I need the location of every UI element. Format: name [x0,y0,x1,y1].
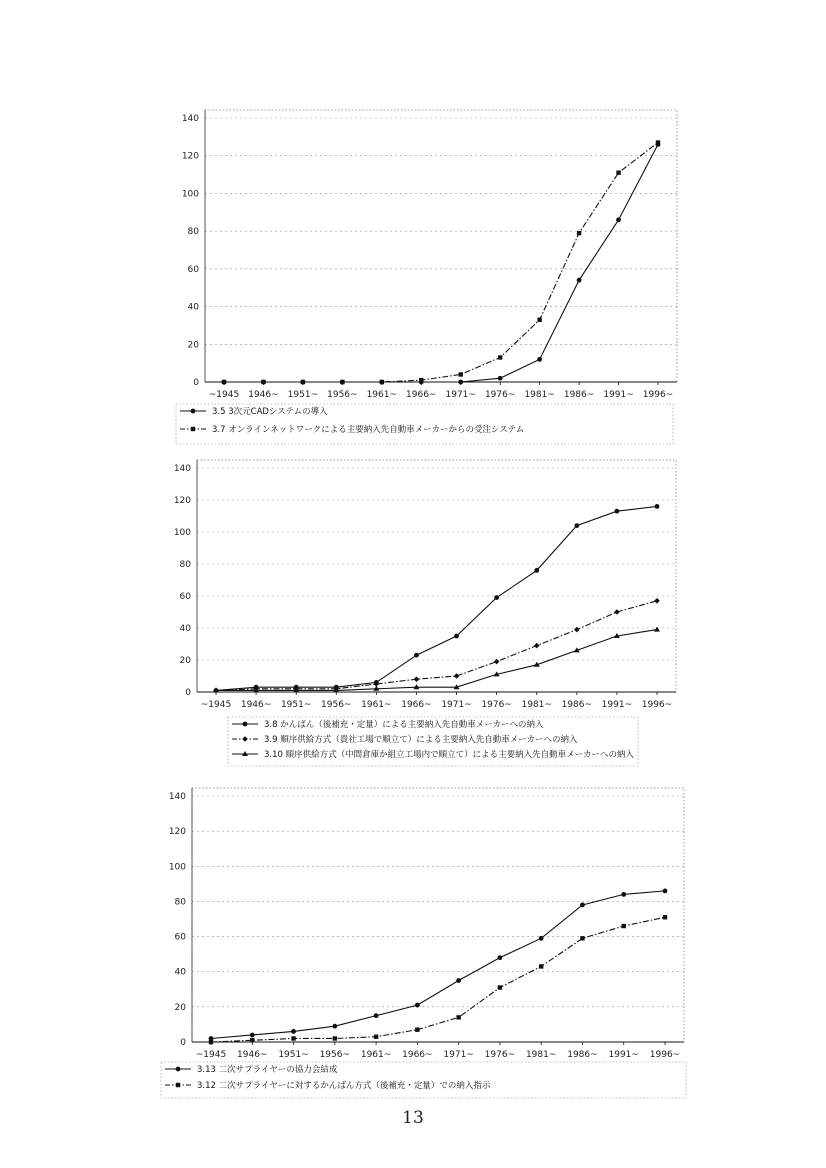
chart-2-ytick-120: 120 [173,496,191,506]
chart-1-series-2-point-4 [380,380,384,384]
chart-2-legend-entry-2 [232,734,578,745]
chart-3-xtick-8: 1981~ [525,1050,557,1060]
chart-1-ytick-20: 20 [187,340,199,351]
chart-3-series-2-point-8 [539,964,543,968]
chart-3-series-1-line [211,891,665,1039]
chart-3-series-1-point-5 [415,1003,420,1008]
chart-1-xtick-3: 1956~ [327,390,358,400]
chart-3-series-2-point-3 [333,1036,337,1040]
chart-2-series-3 [213,627,660,693]
chart-2-xtick-0: ~1945 [200,700,232,710]
chart-3-series-2-point-1 [250,1038,254,1042]
chart-3-legend-entry-2 [165,1080,491,1091]
chart-1-ytick-140: 140 [181,114,199,124]
chart-2-legend-label-3: 3.10 順序供給方式（中間倉庫か組立工場内で順立て）による主要納入先自動車メーカーへの納入 [264,750,634,760]
chart-2-series-1-point-11 [655,504,660,509]
chart-3-series-2-point-11 [663,915,667,919]
chart-1-series-2-point-11 [656,140,660,144]
chart-2-frame [197,460,676,692]
chart-3-series-1-point-10 [621,892,626,897]
chart-3-legend-1-point-legend [176,1067,181,1072]
chart-2-series-1-point-10 [615,509,620,514]
chart-2 [0,440,826,770]
chart-1-xtick-1: 1946~ [248,390,279,400]
chart-3-xtick-1: 1946~ [237,1050,268,1060]
chart-1-xtick-9: 1986~ [563,390,595,400]
chart-3-series-1-point-8 [539,936,544,941]
chart-3-xtick-3: 1956~ [319,1050,351,1060]
chart-1-series-2-point-3 [340,380,344,384]
chart-2-xtick-1: 1946~ [240,700,272,710]
chart-2-series-2-point-8 [534,643,540,649]
chart-1-xtick-11: 1996~ [642,390,674,400]
chart-2-xtick-10: 1991~ [601,700,633,710]
chart-2-ytick-140: 140 [173,464,191,474]
chart-3-ytick-60: 60 [174,932,186,943]
chart-3-ytick-100: 100 [168,862,186,873]
chart-2-series-2-point-9 [574,627,580,633]
chart-3-legend-2-point-legend [176,1083,180,1087]
chart-1-series-2-point-1 [261,380,265,384]
chart-2-legend [228,717,638,766]
chart-1 [0,100,826,435]
chart-1-ytick-60: 60 [187,264,199,275]
chart-3-xtick-2: 1951~ [278,1050,309,1060]
chart-3-series-2-point-0 [209,1040,213,1044]
chart-2-series-2-point-11 [654,598,660,604]
chart-3-series-1-point-6 [456,978,461,983]
chart-1-series-2-point-9 [577,231,581,235]
chart-3-series-1-point-4 [374,1013,379,1018]
chart-2-series-2-point-6 [454,673,460,679]
chart-1-series-2-point-7 [498,355,502,359]
chart-3-legend-entry-1 [165,1064,338,1075]
chart-2-series-1-point-8 [534,568,539,573]
chart-1-series-2-point-5 [419,378,423,382]
chart-2-ytick-40: 40 [179,624,191,634]
chart-1-legend-2-point-legend [191,427,195,431]
chart-1-ytick-100: 100 [181,189,199,200]
chart-1-xtick-5: 1966~ [406,390,437,400]
chart-1-legend-entry-2 [180,424,524,435]
page-number: 13 [402,1108,424,1128]
chart-1-xtick-4: 1961~ [366,390,398,400]
chart-2-xtick-8: 1981~ [521,700,552,710]
chart-3-ytick-140: 140 [168,792,186,802]
chart-1-xtick-6: 1971~ [445,390,476,400]
chart-3-series-2-line [211,917,665,1042]
chart-1-legend [176,404,673,444]
chart-1-series-1-point-7 [498,376,503,381]
chart-2-series-1-line [216,506,657,690]
chart-3-series-1 [209,888,668,1040]
chart-3-frame [192,788,684,1042]
chart-3-series-1-point-2 [291,1029,296,1034]
chart-3-series-2 [209,915,667,1044]
chart-2-series-2-point-7 [494,659,500,665]
chart-1-series-2-point-0 [222,380,226,384]
chart-1-xtick-7: 1976~ [484,390,516,400]
chart-1-frame [205,110,677,382]
chart-2-ytick-60: 60 [179,592,191,602]
chart-3-series-1-point-9 [580,903,585,908]
chart-2-ytick-100: 100 [173,528,191,538]
chart-1-series-2-line [224,143,658,382]
chart-3-legend [161,1062,686,1098]
chart-3-ytick-40: 40 [174,967,186,978]
chart-1-legend-label-2: 3.7 オンラインネットワークによる主要納入先自動車メーカーからの受注システム [212,425,525,435]
chart-3-xtick-6: 1971~ [443,1050,474,1060]
chart-2-xtick-3: 1956~ [321,700,352,710]
chart-1-series-1-line [224,144,658,382]
chart-1-xtick-8: 1981~ [524,390,555,400]
chart-2-series-1-point-5 [414,653,419,658]
chart-3-series-2-point-7 [498,985,502,989]
chart-2-legend-2-point-legend [242,736,248,742]
chart-3-xtick-0: ~1945 [195,1050,227,1060]
chart-3-ytick-0: 0 [180,1038,186,1048]
chart-3-series-1-point-11 [663,888,668,893]
chart-1-ytick-0: 0 [193,378,199,388]
chart-2-legend-entry-3 [232,749,634,760]
chart-1-series-1-point-6 [458,380,463,385]
chart-2-xtick-9: 1986~ [561,700,593,710]
chart-3-series-2-point-9 [580,936,584,940]
chart-2-series-1 [214,504,660,693]
chart-3-ytick-80: 80 [174,897,186,908]
chart-3-xtick-11: 1996~ [649,1050,681,1060]
chart-2-legend-entry-1 [232,719,544,730]
chart-1-ytick-80: 80 [187,227,199,238]
chart-1-series-2-point-10 [616,170,620,174]
chart-1-xtick-0: ~1945 [208,390,240,400]
chart-2-ytick-20: 20 [179,656,191,666]
chart-3-series-2-point-5 [415,1028,419,1032]
chart-1-legend-entry-1 [180,406,328,417]
chart-3-legend-label-1: 3.13 二次サプライヤーの協力会結成 [197,1065,338,1075]
chart-1-legend-label-1: 3.5 3次元CADシステムの導入 [212,407,328,417]
chart-2-series-1-point-6 [454,634,459,639]
chart-2-xtick-6: 1971~ [441,700,472,710]
chart-2-series-2-point-10 [614,609,620,615]
chart-3 [0,780,826,1100]
chart-1-series-2-point-2 [301,380,305,384]
chart-3-xtick-10: 1991~ [608,1050,639,1060]
chart-3-series-2-point-4 [374,1035,378,1039]
chart-1-ytick-120: 120 [181,151,199,162]
chart-2-series-2-point-5 [414,676,420,682]
chart-2-xtick-4: 1961~ [361,700,392,710]
chart-2-ytick-80: 80 [179,560,191,570]
chart-1-series-1 [222,142,661,384]
chart-1-series-1-point-8 [537,357,542,362]
chart-3-xtick-7: 1976~ [484,1050,516,1060]
chart-2-xtick-5: 1966~ [401,700,432,710]
chart-2-xtick-7: 1976~ [481,700,512,710]
chart-2-series-1-point-7 [494,595,499,600]
chart-1-series-2 [222,140,660,384]
chart-2-series-3-point-11 [654,627,660,632]
chart-2-legend-label-1: 3.8 かんばん（後補充・定量）による主要納入先自動車メーカーへの納入 [264,720,544,730]
chart-3-series-1-point-1 [250,1033,255,1038]
chart-1-legend-1-point-legend [191,409,196,414]
chart-2-xtick-11: 1996~ [641,700,673,710]
chart-3-series-1-point-7 [498,955,503,960]
chart-1-series-2-point-8 [537,318,541,322]
chart-3-xtick-5: 1966~ [402,1050,433,1060]
chart-3-xtick-4: 1961~ [360,1050,392,1060]
chart-3-ytick-120: 120 [168,827,186,838]
chart-1-series-1-point-9 [577,278,582,283]
chart-3-series-2-point-2 [291,1036,295,1040]
chart-1-series-1-point-10 [616,217,621,222]
chart-3-series-1-point-3 [332,1024,337,1029]
chart-3-series-2-point-10 [622,924,626,928]
chart-1-xtick-2: 1951~ [287,390,319,400]
chart-2-ytick-0: 0 [185,688,191,698]
chart-2-legend-label-2: 3.9 順序供給方式（貴社工場で順立て）による主要納入先自動車メーカーへの納入 [264,735,578,745]
chart-3-ytick-20: 20 [174,1002,186,1013]
chart-3-series-2-point-6 [456,1015,460,1019]
chart-2-series-1-point-9 [574,523,579,528]
chart-1-ytick-40: 40 [187,302,199,313]
chart-2-xtick-2: 1951~ [280,700,312,710]
chart-1-series-2-point-6 [459,372,463,376]
chart-1-xtick-10: 1991~ [603,390,634,400]
chart-3-xtick-9: 1986~ [567,1050,598,1060]
chart-2-legend-1-point-legend [243,722,248,727]
chart-3-legend-label-2: 3.12 二次サプライヤーに対するかんばん方式（後補充・定量）での納入指示 [197,1081,491,1091]
